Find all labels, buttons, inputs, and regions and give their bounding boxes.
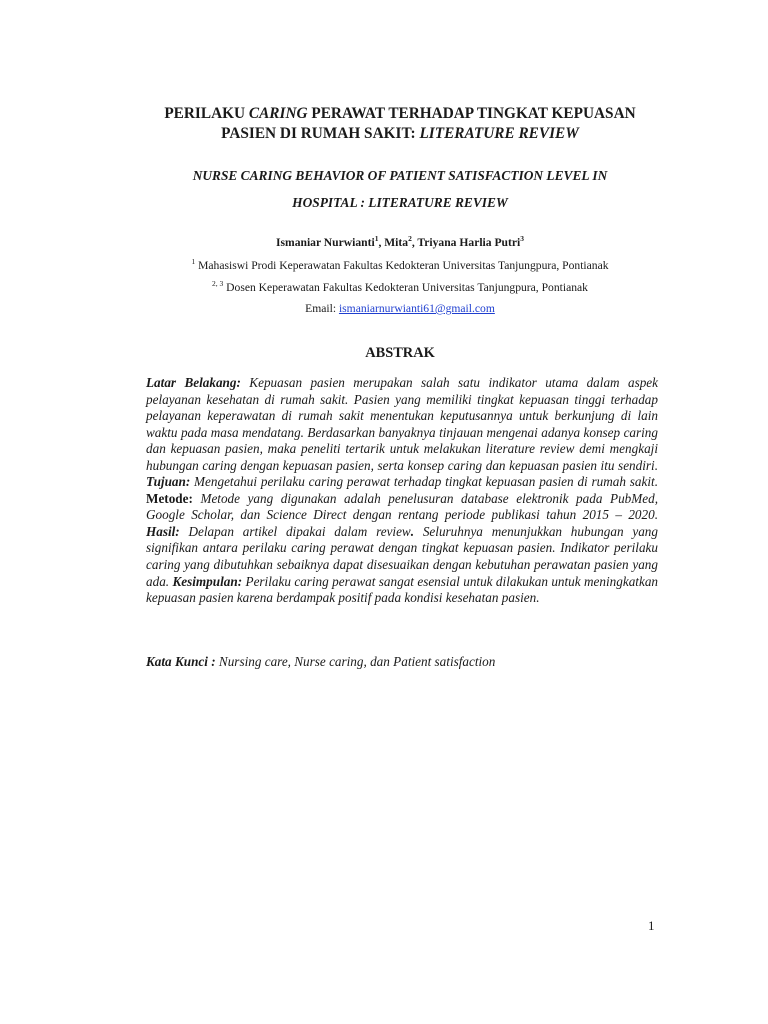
title-caring: CARING [248, 105, 308, 122]
abstract-heading: ABSTRAK [365, 345, 435, 361]
subtitle-line2: HOSPITAL : LITERATURE REVIEW [292, 195, 508, 210]
email-label: Email: [305, 302, 339, 315]
page-number: 1 [648, 918, 655, 933]
hasil-text-2: Seluruhnya menunjukkan hubungan yang signifikan antara perilaku caring perawat dengan tingkat kepuasan pasien. Indikator perilaku caring yang dibutuhkan sebaiknya dapat disesuaikan dengan kebutuhan perawatan pasien yang ada. [146, 523, 658, 589]
affiliation-1 [100, 258, 700, 274]
title-line2a: PASIEN DI RUMAH SAKIT: [221, 125, 420, 142]
kesimpulan-label: Kesimpulan: [172, 573, 243, 589]
keywords-text: Nursing care, Nurse caring, dan Patient satisfaction [215, 654, 496, 669]
email-link[interactable]: ismaniarnurwianti61@gmail.com [338, 302, 495, 315]
author-3-sup: 3 [520, 234, 524, 244]
author-2-sup: 2 [408, 234, 412, 244]
metode-text: Metode yang digunakan adalah penelusuran database elektronik pada PubMed, Google Scholar, dan Science Direct dengan rentang periode publikasi tahun 2015 – 2020. [146, 490, 658, 523]
affiliation-2 [100, 280, 700, 296]
title-part1: PERILAKU [164, 105, 249, 122]
latar-label: Latar Belakang: [146, 375, 241, 390]
email-line [100, 301, 700, 317]
keywords-line [146, 653, 658, 670]
tujuan-label: Tujuan: [146, 474, 191, 490]
author-1-sup: 1 [374, 234, 379, 244]
hasil-text: Delapan artikel dipakai dalam review [179, 523, 411, 539]
hasil-dot: . [410, 523, 415, 539]
metode-label: Metode: [146, 490, 193, 506]
keywords-label: Kata Kunci : [146, 654, 216, 669]
kesimpulan-text: Perilaku caring perawat sangat esensial untuk dilakukan untuk meningkatkan kepuasan pasien karena berdampak positif pada kondisi kesehatan pasien. [146, 573, 659, 606]
title-line2b: LITERATURE REVIEW [419, 125, 579, 142]
subtitle-line1: NURSE CARING BEHAVIOR OF PATIENT SATISFACTION LEVEL IN [192, 168, 608, 183]
hasil-label: Hasil: [146, 523, 180, 539]
latar-text: Kepuasan pasien merupakan salah satu indikator utama dalam aspek pelayanan kesehatan di rumah sakit. Pasien yang memiliki tingkat kepuasan tinggi terhadap pelayanan keperawatan di rumah sakit menentukan keputusannya untuk berkunjung di lain waktu pada masa mendatang. Berdasarkan banyaknya tinjauan mengenai adanya konsep caring dan kepuasan pasien, maka peneliti tertarik untuk melakukan literature review demi mengkaji hubungan caring dengan kepuasan pasien, serta konsep caring dan kepuasan pasien itu sendiri. [146, 375, 659, 473]
affiliation-1-sup: 1 [191, 257, 196, 267]
affiliation-1-text: Mahasiswi Prodi Keperawatan Fakultas Kedokteran Universitas Tanjungpura, Pontianak [195, 259, 609, 272]
author-1: Ismaniar Nurwianti [276, 236, 375, 249]
paper-title [100, 104, 700, 144]
affiliation-2-text: Dosen Keperawatan Fakultas Kedokteran Universitas Tanjungpura, Pontianak [223, 281, 588, 294]
title-part3: PERAWAT TERHADAP TINGKAT KEPUASAN [307, 105, 636, 122]
author-list [100, 235, 700, 251]
affiliation-2-sup: 2, 3 [212, 279, 224, 289]
tujuan-text: Mengetahui perilaku caring perawat terhadap tingkat kepuasan pasien di rumah sakit. [190, 474, 658, 490]
abstract-body [146, 375, 658, 607]
author-2: , Mita [378, 236, 409, 249]
paper-subtitle [120, 162, 680, 216]
author-3: , Triyana Harlia Putri [411, 236, 521, 249]
